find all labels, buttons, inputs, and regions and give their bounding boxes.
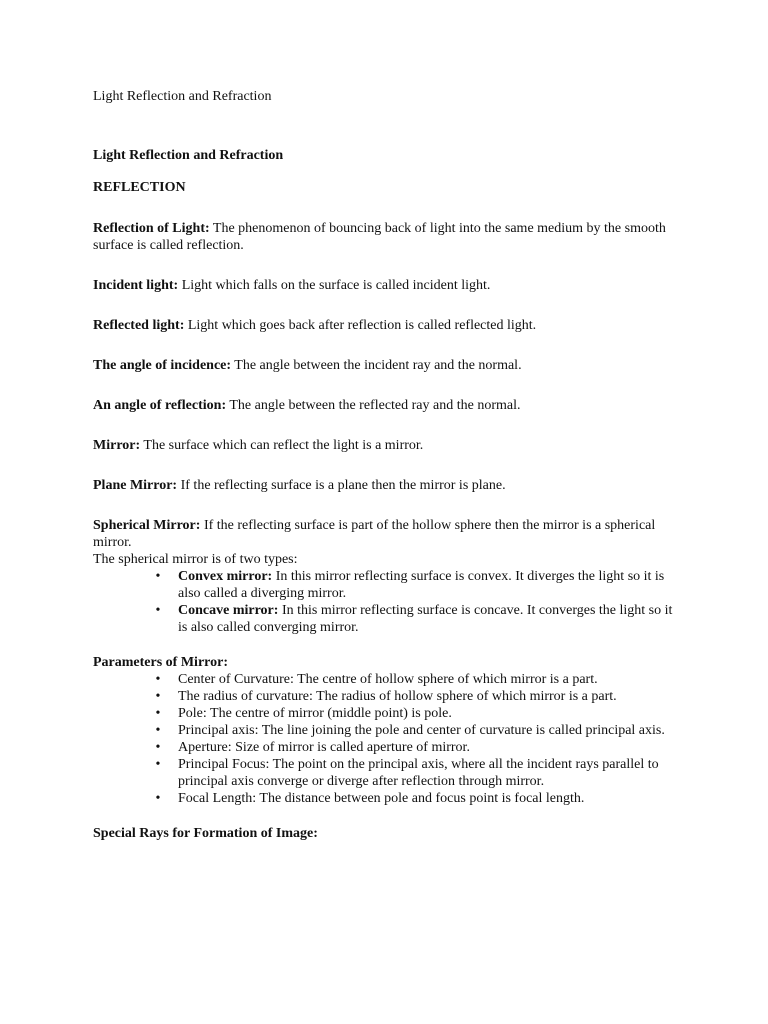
bullet-icon: • <box>155 672 161 687</box>
definition-text: Light which goes back after reflection is called reflected light. <box>184 318 537 333</box>
list-item <box>93 688 683 705</box>
list-item <box>93 790 683 807</box>
parameters-list <box>93 671 683 807</box>
list-item-term: Convex mirror: <box>178 569 273 584</box>
list-item-text: Principal Focus: The point on the principal axis, where all the incident rays parallel to principal axis converge or diverge after reflection through mirror. <box>178 757 659 789</box>
list-item-text: Focal Length: The distance between pole and focus point is focal length. <box>178 791 585 806</box>
definition-term: Mirror: <box>93 438 141 453</box>
definition-incident-light <box>93 277 683 294</box>
definition-reflected-light <box>93 317 683 334</box>
definition-term: Plane Mirror: <box>93 478 178 493</box>
bullet-icon: • <box>155 740 161 755</box>
definition-mirror <box>93 437 683 454</box>
document-title: Light Reflection and Refraction <box>93 89 272 104</box>
definition-text: If the reflecting surface is a plane then the mirror is plane. <box>177 478 506 493</box>
list-item-concave-mirror <box>93 602 683 636</box>
list-item <box>93 671 683 688</box>
definition-term: Reflection of Light: <box>93 221 210 236</box>
definition-term: Reflected light: <box>93 318 185 333</box>
list-item <box>93 739 683 756</box>
mirror-types-list <box>93 568 683 636</box>
list-item-text: In this mirror reflecting surface is convex. It diverges the light so it is also called a diverging mirror. <box>178 569 665 601</box>
list-item-convex-mirror <box>93 568 683 602</box>
bullet-icon: • <box>155 689 161 704</box>
bullet-icon: • <box>155 603 161 618</box>
main-heading: Light Reflection and Refraction <box>93 148 284 163</box>
definition-spherical-mirror <box>93 517 683 551</box>
list-item-text: The radius of curvature: The radius of hollow sphere of which mirror is a part. <box>178 689 617 704</box>
list-item <box>93 722 683 739</box>
bullet-icon: • <box>155 723 161 738</box>
list-item <box>93 756 683 790</box>
list-item-text: Pole: The centre of mirror (middle point) is pole. <box>178 706 452 721</box>
types-intro: The spherical mirror is of two types: <box>93 552 298 567</box>
definition-term: The angle of incidence: <box>93 358 232 373</box>
list-item-text: In this mirror reflecting surface is concave. It converges the light so it is also called converging mirror. <box>178 603 673 635</box>
definition-reflection-of-light <box>93 220 683 254</box>
bullet-icon: • <box>155 757 161 772</box>
definition-plane-mirror <box>93 477 683 494</box>
list-item-term: Concave mirror: <box>178 603 279 618</box>
document-page <box>93 88 683 842</box>
definition-term: Spherical Mirror: <box>93 518 201 533</box>
definition-term: An angle of reflection: <box>93 398 227 413</box>
list-item-text: Aperture: Size of mirror is called aperture of mirror. <box>178 740 470 755</box>
special-rays-heading: Special Rays for Formation of Image: <box>93 826 318 841</box>
parameters-heading: Parameters of Mirror: <box>93 655 228 670</box>
bullet-icon: • <box>155 569 161 584</box>
definition-text: If the reflecting surface is part of the hollow sphere then the mirror is a spherical mirror. <box>93 518 656 550</box>
bullet-icon: • <box>155 791 161 806</box>
definition-angle-of-incidence <box>93 357 683 374</box>
definition-text: Light which falls on the surface is called incident light. <box>178 278 491 293</box>
definition-angle-of-reflection <box>93 397 683 414</box>
definition-text: The angle between the incident ray and the normal. <box>231 358 522 373</box>
list-item-text: Center of Curvature: The centre of hollow sphere of which mirror is a part. <box>178 672 598 687</box>
list-item <box>93 705 683 722</box>
definition-text: The surface which can reflect the light is a mirror. <box>140 438 424 453</box>
bullet-icon: • <box>155 706 161 721</box>
definition-text: The phenomenon of bouncing back of light into the same medium by the smooth surface is called reflection. <box>93 221 666 253</box>
definition-text: The angle between the reflected ray and the normal. <box>226 398 521 413</box>
list-item-text: Principal axis: The line joining the pole and center of curvature is called principal axis. <box>178 723 665 738</box>
definition-term: Incident light: <box>93 278 179 293</box>
section-heading-reflection: REFLECTION <box>93 180 186 195</box>
